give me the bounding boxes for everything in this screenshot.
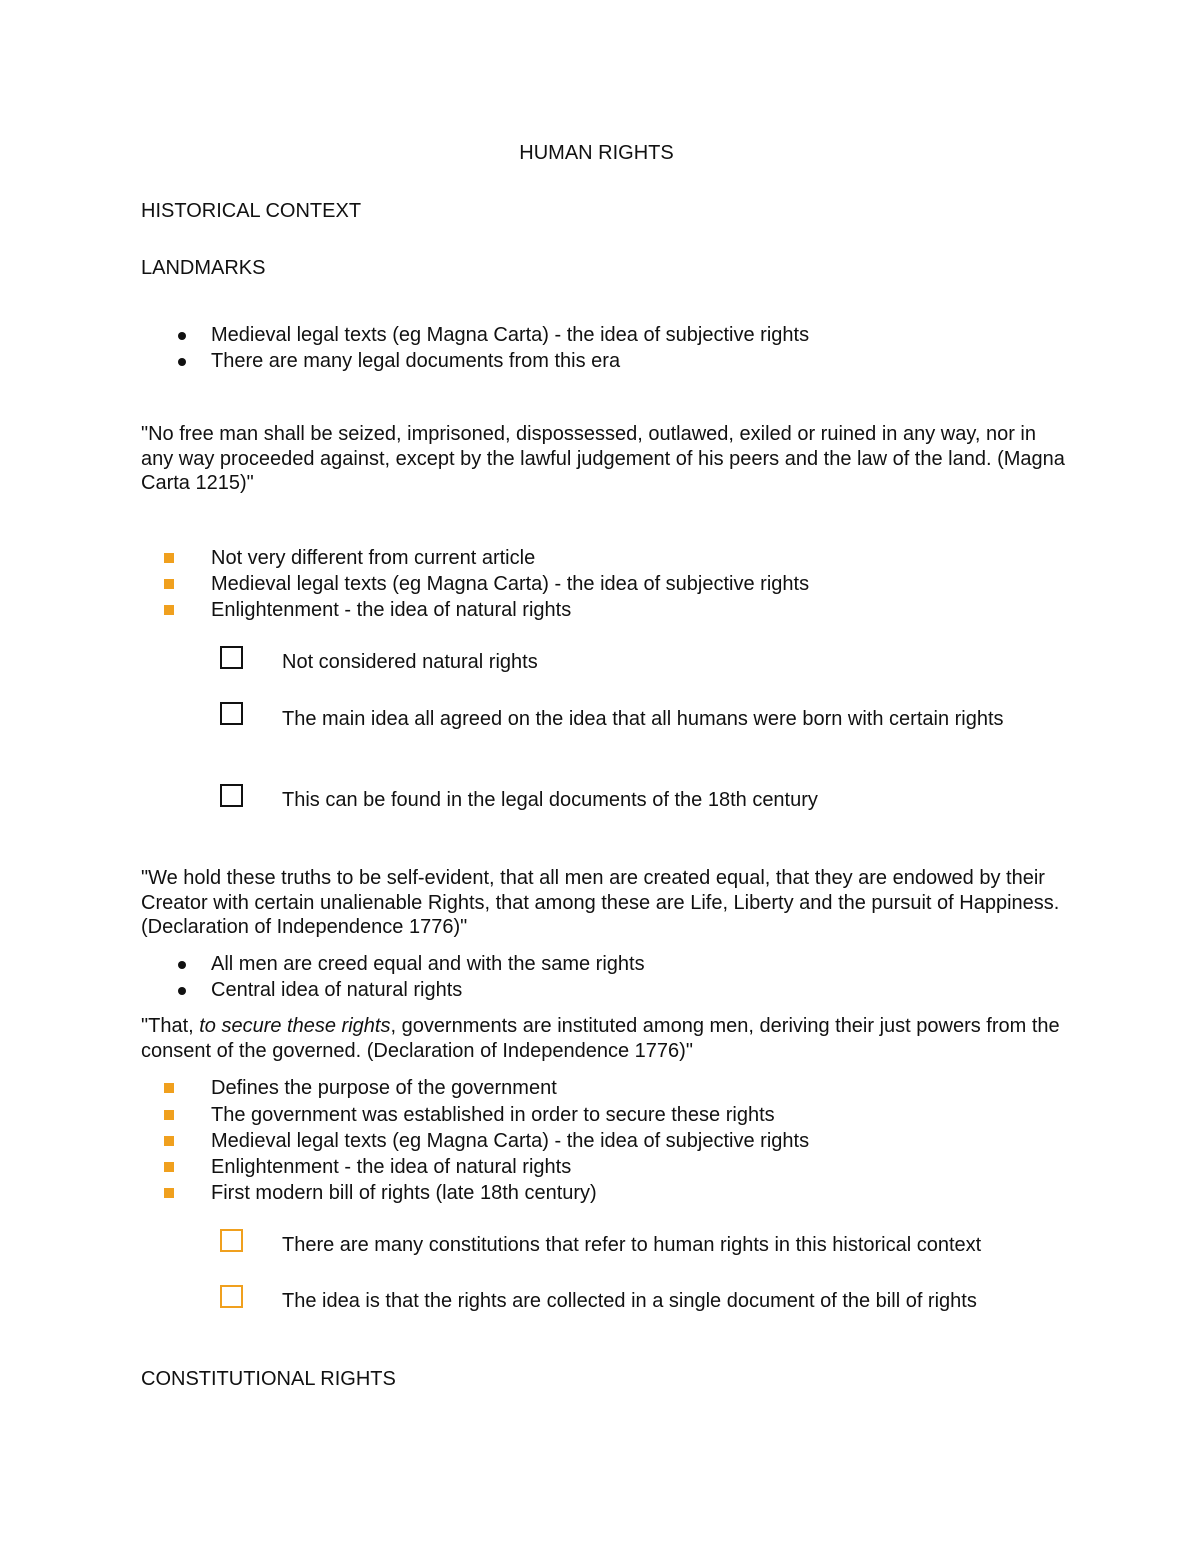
quote-emphasis: to secure these rights — [199, 1015, 391, 1037]
list-item: The government was established in order to secure these rights — [211, 1104, 775, 1126]
checkbox-icon — [220, 1285, 243, 1308]
bullet-icon — [178, 987, 186, 995]
square-bullet-icon — [164, 1188, 174, 1198]
checkbox-icon — [220, 646, 243, 669]
checkbox-icon — [220, 1229, 243, 1252]
bullet-icon — [178, 358, 186, 366]
square-bullet-icon — [164, 553, 174, 563]
list-item: The main idea all agreed on the idea that all humans were born with certain rights — [282, 708, 1004, 730]
list-item: There are many constitutions that refer to human rights in this historical context — [282, 1234, 982, 1256]
checkbox-icon — [220, 702, 243, 725]
square-bullet-icon — [164, 1110, 174, 1120]
bullet-icon — [178, 961, 186, 969]
list-item: Medieval legal texts (eg Magna Carta) - the idea of subjective rights — [211, 573, 810, 595]
list-item: Not very different from current article — [211, 547, 536, 569]
quote-declaration: "We hold these truths to be self-evident, that all men are created equal, that they are endowed by their Creator with certain unalienable Rights, that among these are Life, Liberty and the pursuit of Happiness. (Declaration of Independence 1776)" — [141, 867, 1060, 938]
list-item: Central idea of natural rights — [211, 979, 463, 1001]
square-bullet-icon — [164, 605, 174, 615]
list-item: Enlightenment - the idea of natural rights — [211, 1156, 572, 1178]
quote-magna-carta: "No free man shall be seized, imprisoned, dispossessed, outlawed, exiled or ruined in any way, nor in any way proceeded against, except by the lawful judgement of his peers and the law of the land. (Magna Carta 1215)" — [141, 423, 1065, 494]
quote-secure-rights — [141, 1014, 1071, 1063]
list-item: Medieval legal texts (eg Magna Carta) - the idea of subjective rights — [211, 1130, 810, 1152]
list-item: All men are creed equal and with the same rights — [211, 953, 645, 975]
quote-text: , governments are instituted among men, deriving their just powers from the consent of the governed. (Declaration of Independence 1776)" — [141, 1015, 1060, 1062]
checkbox-icon — [220, 784, 243, 807]
list-item: There are many legal documents from this era — [211, 350, 621, 372]
list-item: Medieval legal texts (eg Magna Carta) - the idea of subjective rights — [211, 324, 810, 346]
heading-historical-context: HISTORICAL CONTEXT — [141, 200, 362, 222]
square-bullet-icon — [164, 1162, 174, 1172]
list-item: Not considered natural rights — [282, 651, 538, 673]
heading-constitutional-rights: CONSTITUTIONAL RIGHTS — [141, 1368, 396, 1390]
quote-text: "That, — [141, 1015, 200, 1037]
list-item: First modern bill of rights (late 18th century) — [211, 1182, 597, 1204]
list-item: The idea is that the rights are collected in a single document of the bill of rights — [282, 1290, 977, 1312]
list-item: This can be found in the legal documents of the 18th century — [282, 789, 818, 811]
heading-landmarks: LANDMARKS — [141, 257, 266, 279]
square-bullet-icon — [164, 1083, 174, 1093]
square-bullet-icon — [164, 579, 174, 589]
list-item: Defines the purpose of the government — [211, 1077, 557, 1099]
bullet-icon — [178, 332, 186, 340]
list-item: Enlightenment - the idea of natural rights — [211, 599, 572, 621]
document-title: HUMAN RIGHTS — [519, 142, 674, 164]
square-bullet-icon — [164, 1136, 174, 1146]
